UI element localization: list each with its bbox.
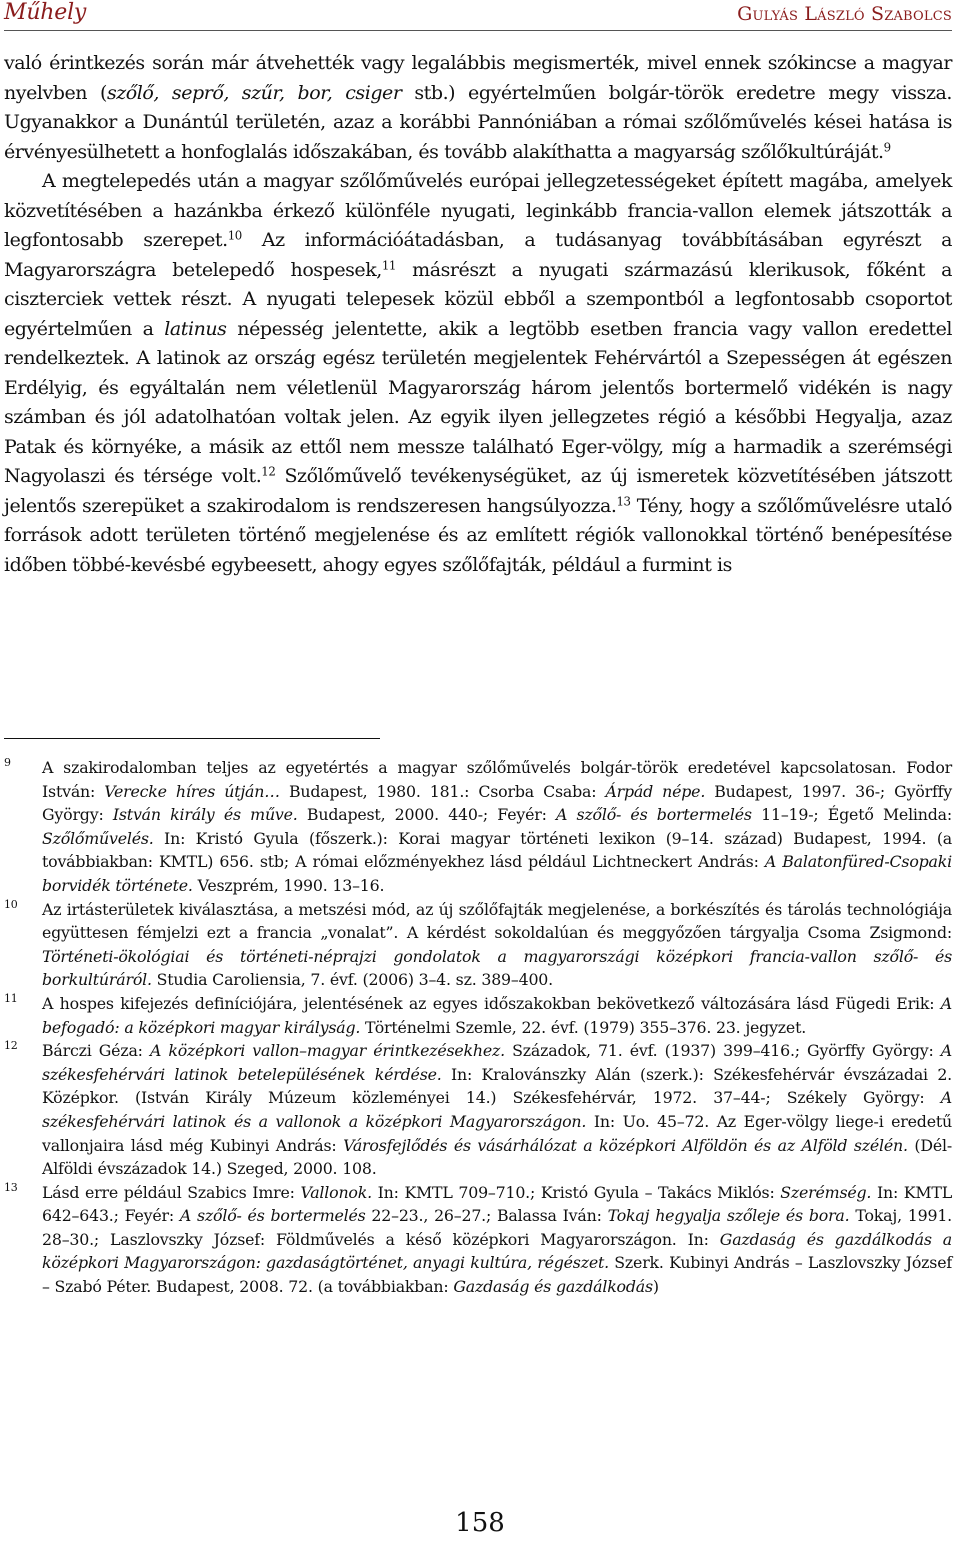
footnote-ref-10[interactable]: 10 bbox=[227, 228, 242, 243]
text-run: másrészt a nyugati származású klerikusok, főként a ciszterciek vettek részt. A nyugati telepesek közül ebből a szempontból a legfontosabb csoportot egyértelműen a bbox=[4, 258, 952, 340]
main-text bbox=[4, 49, 952, 580]
text-run: In: KMTL 642–643.; Feyér: bbox=[42, 1182, 952, 1226]
text-run: Bárczi Géza: bbox=[42, 1041, 150, 1061]
text-run: Lásd erre például Szabics Imre: bbox=[42, 1182, 301, 1202]
footnote-ref-9[interactable]: 9 bbox=[883, 140, 891, 155]
text-run: In: Kristó Gyula (főszerk.): Korai magyar történeti lexikon (9–14. század) Budapest, 1994. (a továbbiakban: KMTL) 656. stb; A római előzményekhez lásd például Lichtneckert András: bbox=[42, 828, 952, 872]
text-run: Századok, 71. évf. (1937) 399–416.; Györffy György: bbox=[505, 1041, 941, 1061]
text-run: 22–23., 26–27.; Balassa Iván: bbox=[365, 1206, 608, 1226]
italic-run: Tokaj hegyalja szőleje és bora. bbox=[607, 1206, 850, 1226]
footnote-number: 13 bbox=[4, 1180, 18, 1194]
text-run: Studia Caroliensia, 7. évf. (2006) 3–4. sz. 389–400. bbox=[151, 970, 553, 990]
paragraph-2 bbox=[4, 167, 952, 580]
italic-run: A középkori vallon–magyar érintkezésekhez. bbox=[149, 1041, 505, 1061]
section-title: Műhely bbox=[4, 0, 87, 25]
italic-run: Árpád népe. bbox=[605, 781, 706, 801]
text-run: Az információátadásban, a tudásanyag továbbításában egyrészt a Magyarországra betelepedő hospesek, bbox=[4, 229, 952, 281]
italic-run: A szőlő- és bortermelés bbox=[556, 805, 752, 825]
text-run: stb.) egyértelműen bolgár-török eredetre megy vissza. Ugyanakkor a Dunántúl területén, azaz a korábbi Pannóniában a római szőlőművelés kései hatása is érvényesülhetett a honfoglalás időszakában, és tovább alakíthatta a magyarság szőlőkultúráját. bbox=[4, 81, 952, 163]
text-run: (Dél-Alföldi évszázadok 14.) Szeged, 2000. 108. bbox=[42, 1135, 952, 1179]
footnotes bbox=[4, 756, 952, 1299]
italic-run: Gazdaság és gazdálkodás bbox=[453, 1277, 653, 1297]
footnote-9 bbox=[4, 756, 952, 898]
italic-run: A befogadó: a középkori magyar királyság. bbox=[42, 993, 952, 1037]
footnote-11 bbox=[4, 992, 952, 1039]
text-run: Budapest, 2000. 440-; Feyér: bbox=[297, 805, 556, 825]
text-run: Tokaj, 1991. 28–30.; Laszlovszky József: Földművelés a késő középkori Magyarországon. In: bbox=[42, 1206, 952, 1249]
italic-run: Városfejlődés és vásárhálózat a középkori Alföldön és az Alföld szélén. bbox=[343, 1135, 908, 1155]
text-run: Az irtásterületek kiválasztása, a metszési mód, az új szőlőfajták megjelenése, a borkészítés és tárolás technológiája együttesen fémjelzi ezt a francia „vonalat”. A kérdést sokoldalúan és meggyőzően tárgyalja Csoma Zsigmond: bbox=[42, 899, 952, 943]
page-number: 158 bbox=[455, 1508, 505, 1538]
text-run: Veszprém, 1990. 13–16. bbox=[192, 875, 385, 895]
text-run: Tény, hogy a szőlőművelésre utaló források adott területen történő megjelenése és az említett régiók vallonokkal történő benépesítése időben többé-kevésbé egybeesett, ahogy egyes szőlőfajták, például a furmint is bbox=[4, 494, 952, 576]
text-run: ) bbox=[652, 1277, 659, 1297]
italic-run: A székesfehérvári latinok és a vallonok a középkori Magyarországon. bbox=[42, 1088, 952, 1131]
text-run: A hospes kifejezés definíciójára, jelentésének az egyes időszakokban bekövetkező változására lásd Fügedi Erik: bbox=[42, 993, 941, 1013]
text-run: In: Kralovánszky Alán (szerk.): Székesfehérvár évszázadai 2. Középkor. (István Király Múzeum közleményei 14.) Székesfehérvár, 1972. 37–44-; Székely György: bbox=[42, 1064, 952, 1108]
footnote-separator bbox=[4, 738, 380, 739]
text-run: Történelmi Szemle, 22. évf. (1979) 355–376. 23. jegyzet. bbox=[360, 1017, 807, 1037]
text-run: In: KMTL 709–710.; Kristó Gyula – Takács Miklós: bbox=[371, 1182, 781, 1202]
italic-run: A Balatonfüred-Csopaki borvidék története. bbox=[42, 852, 952, 895]
footnote-ref-13[interactable]: 13 bbox=[616, 494, 631, 509]
text-run: A szakirodalomban teljes az egyetértés a magyar szőlőművelés bolgár-török eredetével kapcsolatosan. Fodor István: bbox=[42, 758, 952, 801]
italic-run: Verecke híres útján… bbox=[104, 781, 280, 801]
running-header bbox=[4, 0, 952, 31]
text-run: In: Uo. 45–72. Az Eger-völgy liege-i eredetű vallonjaira lásd még Kubinyi András: bbox=[42, 1111, 952, 1155]
footnote-number: 10 bbox=[4, 897, 18, 911]
footnote-number: 11 bbox=[4, 991, 18, 1005]
italic-run: Történeti-ökológiai és történeti-néprajzi gondolatok a magyarországi középkori francia-vallon szőlő- és borkultúráról. bbox=[42, 946, 952, 990]
text-run: 11–19-; Égető Melinda: bbox=[751, 805, 953, 825]
text-run: Budapest, 1997. 36-; Györffy György: bbox=[42, 781, 952, 825]
text-run: Budapest, 1980. 181.: Csorba Csaba: bbox=[279, 781, 606, 801]
italic-run: A szőlő- és bortermelés bbox=[179, 1206, 366, 1226]
italic-run: Szőlőművelés. bbox=[42, 828, 154, 848]
italic-run: István király és műve. bbox=[112, 805, 298, 825]
footnote-ref-12[interactable]: 12 bbox=[261, 464, 276, 479]
footnote-10 bbox=[4, 898, 952, 992]
text-run: A megtelepedés után a magyar szőlőművelés európai jellegzetességeket épített magába, amelyek közvetítésében a hazánkba érkező különféle nyugati, leginkább francia-vallon elemek játszották a legfontosabb szerepet. bbox=[4, 170, 952, 251]
author-name: Gulyás László Szabolcs bbox=[737, 3, 952, 25]
italic-run: Gazdaság és gazdálkodás a középkori Magyarországon: gazdaságtörténet, anyagi kultúra, régészet. bbox=[42, 1229, 952, 1273]
footnote-number: 12 bbox=[4, 1039, 18, 1053]
footnote-12 bbox=[4, 1039, 952, 1181]
italic-run: Vallonok. bbox=[300, 1182, 372, 1202]
footnote-number: 9 bbox=[4, 756, 11, 769]
text-run: Szerk. Kubinyi András – Laszlovszky József – Szabó Péter. Budapest, 2008. 72. (a továbbiakban: bbox=[42, 1253, 953, 1297]
paragraph-1 bbox=[4, 49, 952, 167]
text-run: való érintkezés során már átvehették vagy legalábbis megismerték, mivel ennek szókincse a magyar nyelvben ( bbox=[4, 52, 952, 104]
footnote-ref-11[interactable]: 11 bbox=[381, 258, 396, 273]
italic-run: Szerémség. bbox=[780, 1182, 872, 1202]
footnote-13 bbox=[4, 1181, 952, 1299]
text-run: népesség jelentette, akik a legtöbb esetben francia vagy vallon eredettel rendelkeztek. A latinok az ország egész területén megjelentek Fehérvártól a Szepességen át egészen Erdélyig, és egyáltalán nem véletlenül Magyarország három jelentős bortermelő vidékén is nagy számban és jól adatolhatóan voltak jelen. Az egyik ilyen jellegzetes régió a későbbi Hegyalja, azaz Patak és környéke, a másik az ettől nem messze található Eger-völgy, míg a harmadik a szerémségi Nagyolaszi és térsége volt. bbox=[4, 317, 952, 487]
text-run: Szőlőművelő tevékenységüket, az új ismeretek közvetítésében játszott jelentős szerepüket a szakirodalom is rendszeresen hangsúlyozza. bbox=[4, 465, 952, 517]
italic-run: latinus bbox=[164, 317, 227, 340]
italic-run: szőlő, seprő, szűr, bor, csiger bbox=[106, 81, 402, 104]
italic-run: A székesfehérvári latinok betelepülésének kérdése. bbox=[42, 1041, 952, 1084]
